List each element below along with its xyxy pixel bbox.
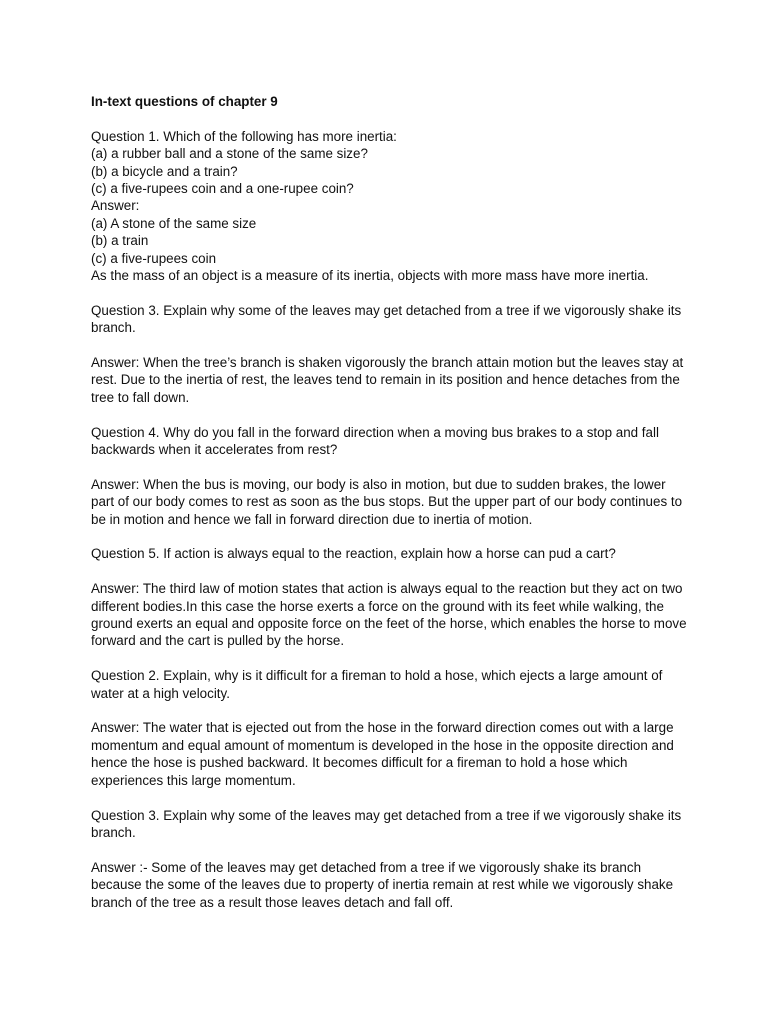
question-1-answer-b: (b) a train xyxy=(91,233,149,249)
spacer xyxy=(91,650,691,667)
question-4-block xyxy=(91,424,691,528)
question-2-text: Question 2. Explain, why is it difficult for a fireman to hold a hose, which ejects a large amount of water at a high velocity. xyxy=(91,668,663,701)
question-3-answer: Answer: When the tree’s branch is shaken vigorously the branch attain motion but the leaves stay at rest. Due to the inertia of rest, the leaves tend to remain in its position and hence detaches from the tree to fall down. xyxy=(91,355,684,405)
question-1-answer-c: (c) a five-rupees coin xyxy=(91,250,217,266)
question-1-text: Question 1. Which of the following has more inertia: xyxy=(91,128,397,144)
spacer xyxy=(91,563,691,580)
spacer xyxy=(91,406,691,423)
question-1-answer-a: (a) A stone of the same size xyxy=(91,215,257,231)
question-1-block xyxy=(91,128,691,285)
question-3-repeat-text: Question 3. Explain why some of the leaves may get detached from a tree if we vigorously shake its branch. xyxy=(91,807,682,840)
spacer xyxy=(91,337,691,354)
question-2-answer: Answer: The water that is ejected out from the hose in the forward direction comes out with a large momentum and equal amount of momentum is developed in the hose in the opposite direction and hence the hose is pushed backward. It becomes difficult for a fireman to hold a hose which experiences this large momentum. xyxy=(91,720,674,788)
question-1-option-a: (a) a rubber ball and a stone of the same size? xyxy=(91,146,368,162)
question-2-block xyxy=(91,667,691,789)
question-1-option-c: (c) a five-rupees coin and a one-rupee coin? xyxy=(91,181,354,197)
question-5-block xyxy=(91,545,691,649)
question-1-explanation: As the mass of an object is a measure of its inertia, objects with more mass have more inertia. xyxy=(91,268,649,284)
question-3-block xyxy=(91,302,691,406)
question-1-answer-label: Answer: xyxy=(91,198,140,214)
document-page xyxy=(91,93,691,911)
question-3-text: Question 3. Explain why some of the leaves may get detached from a tree if we vigorously shake its branch. xyxy=(91,302,682,336)
spacer xyxy=(91,789,691,806)
spacer xyxy=(91,528,691,545)
question-1-option-b: (b) a bicycle and a train? xyxy=(91,163,238,179)
document-title: In-text questions of chapter 9 xyxy=(91,94,278,109)
question-5-text: Question 5. If action is always equal to the reaction, explain how a horse can pud a cart? xyxy=(91,546,616,562)
spacer xyxy=(91,841,691,858)
question-3-repeat-block xyxy=(91,807,691,911)
spacer xyxy=(91,702,691,719)
spacer xyxy=(91,458,691,475)
question-4-text: Question 4. Why do you fall in the forward direction when a moving bus brakes to a stop and fall backwards when it accelerates from rest? xyxy=(91,424,659,458)
spacer xyxy=(91,284,691,301)
question-4-answer: Answer: When the bus is moving, our body is also in motion, but due to sudden brakes, the lower part of our body comes to rest as soon as the bus stops. But the upper part of our body continues to be in motion and hence we fall in forward direction due to inertia of motion. xyxy=(91,476,683,527)
question-5-answer: Answer: The third law of motion states that action is always equal to the reaction but they act on two different bodies.In this case the horse exerts a force on the ground with its feet while walking, the ground exerts an equal and opposite force on the feet of the horse, which enables the horse to move forward and the cart is pulled by the horse. xyxy=(91,581,687,649)
question-3-repeat-answer: Answer :- Some of the leaves may get detached from a tree if we vigorously shake its branch because the some of the leaves due to property of inertia remain at rest while we vigorously shake branch of the tree as a result those leaves detach and fall off. xyxy=(91,859,674,910)
